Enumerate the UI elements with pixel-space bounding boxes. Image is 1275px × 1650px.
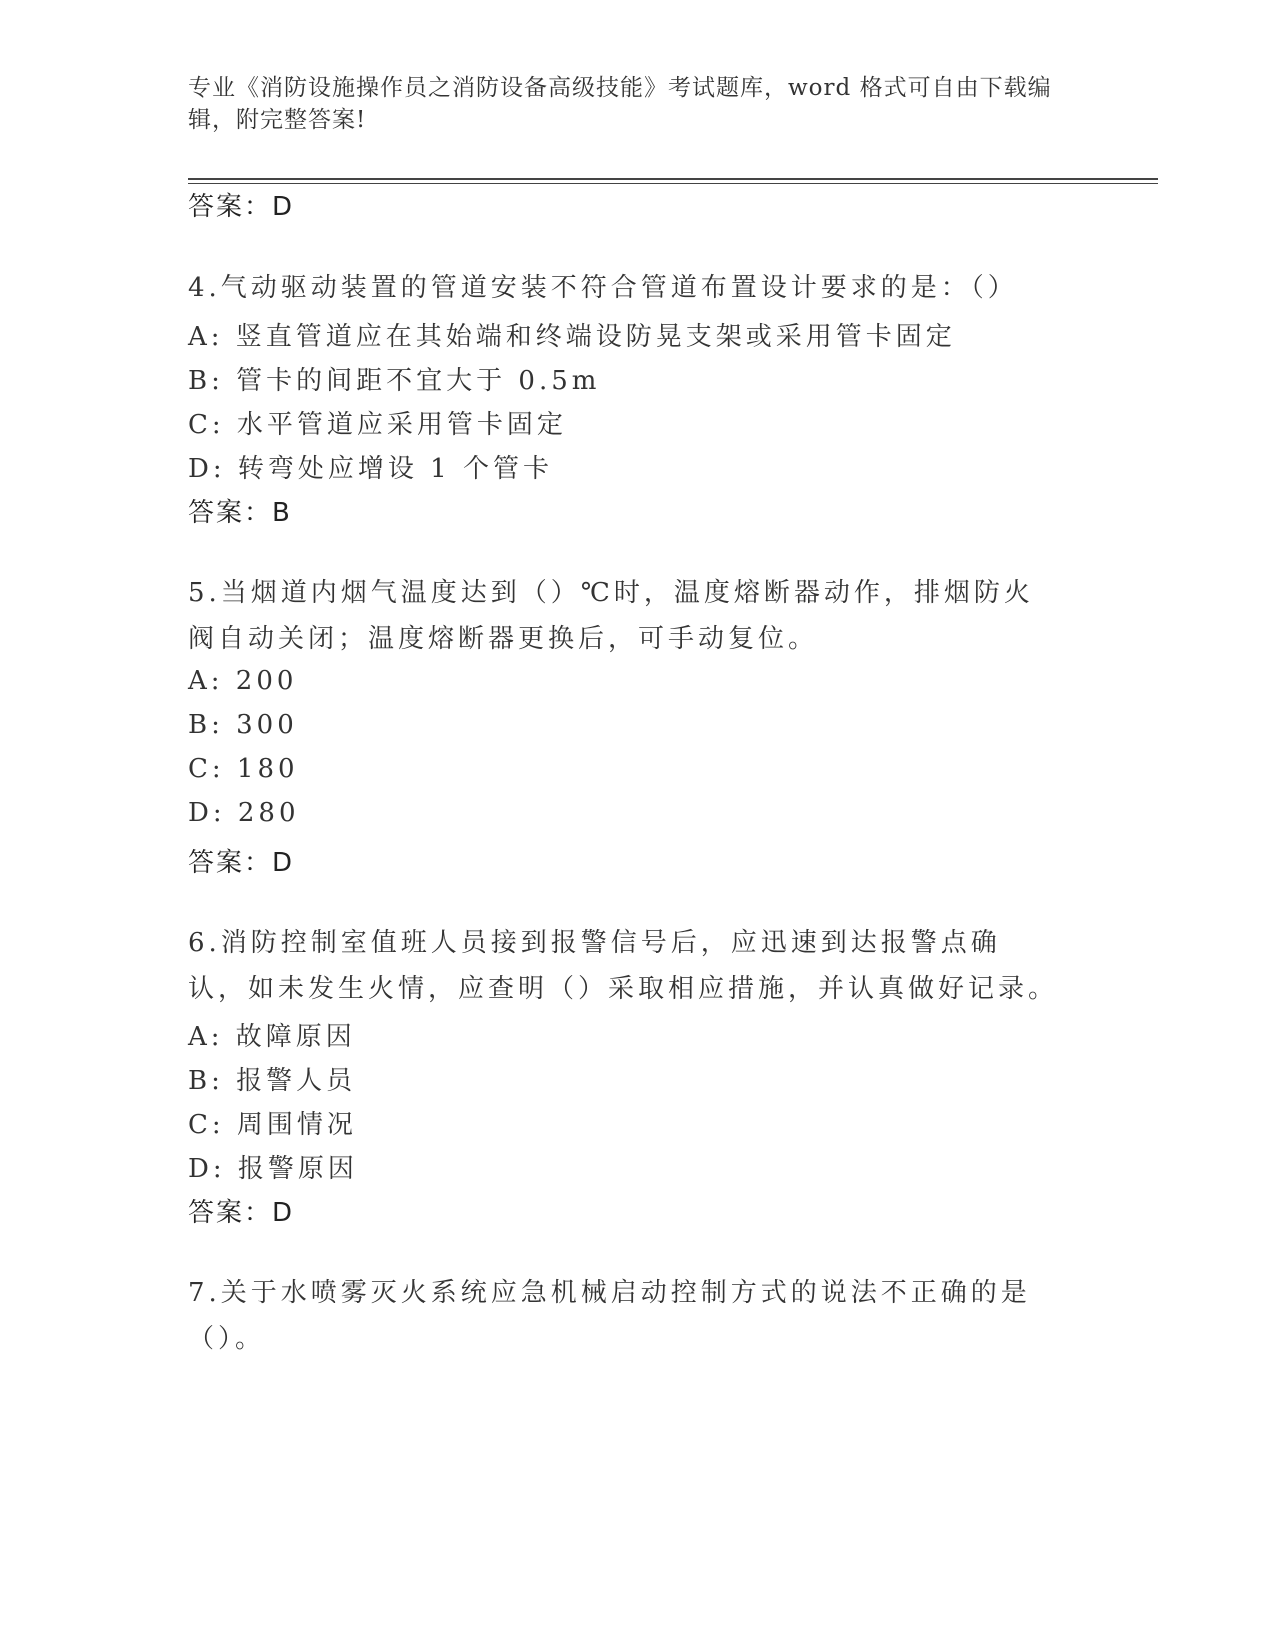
- option-d: D: 报警原因: [188, 1154, 358, 1184]
- option-c: C: 180: [188, 754, 299, 784]
- option-d: D: 转弯处应增设 1 个管卡: [188, 454, 553, 484]
- option-a: A: 故障原因: [188, 1022, 356, 1052]
- option-b: B: 管卡的间距不宜大于 0.5m: [188, 366, 601, 396]
- header-divider: [188, 178, 1158, 180]
- option-c: C: 周围情况: [188, 1110, 357, 1140]
- option-a: A: 竖直管道应在其始端和终端设防晃支架或采用管卡固定: [188, 322, 956, 352]
- question-stem: 5.当烟道内烟气温度达到（）℃时，温度熔断器动作，排烟防火阀自动关闭；温度熔断器更换后，可手动复位。: [188, 578, 1034, 654]
- answer-line: 答案：B: [188, 498, 292, 528]
- question-stem: 4.气动驱动装置的管道安装不符合管道布置设计要求的是：（）: [188, 273, 1018, 303]
- answer-line: 答案：D: [188, 848, 295, 878]
- option-c: C: 水平管道应采用管卡固定: [188, 410, 567, 440]
- answer-line: 答案：D: [188, 1198, 295, 1228]
- question-stem: 7.关于水喷雾灭火系统应急机械启动控制方式的说法不正确的是（）。: [188, 1278, 1031, 1354]
- option-d: D: 280: [188, 798, 300, 828]
- option-a: A: 200: [188, 666, 298, 696]
- question-stem: 6.消防控制室值班人员接到报警信号后，应迅速到达报警点确认，如未发生火情，应查明（）采取相应措施，并认真做好记录。: [188, 928, 1059, 1004]
- header-divider-thin: [188, 183, 1158, 184]
- option-b: B: 报警人员: [188, 1066, 357, 1096]
- page-header: 专业《消防设施操作员之消防设备高级技能》考试题库，word 格式可自由下载编辑，附完整答案!: [188, 75, 1052, 133]
- answer-line: 答案：D: [188, 192, 295, 222]
- option-b: B: 300: [188, 710, 298, 740]
